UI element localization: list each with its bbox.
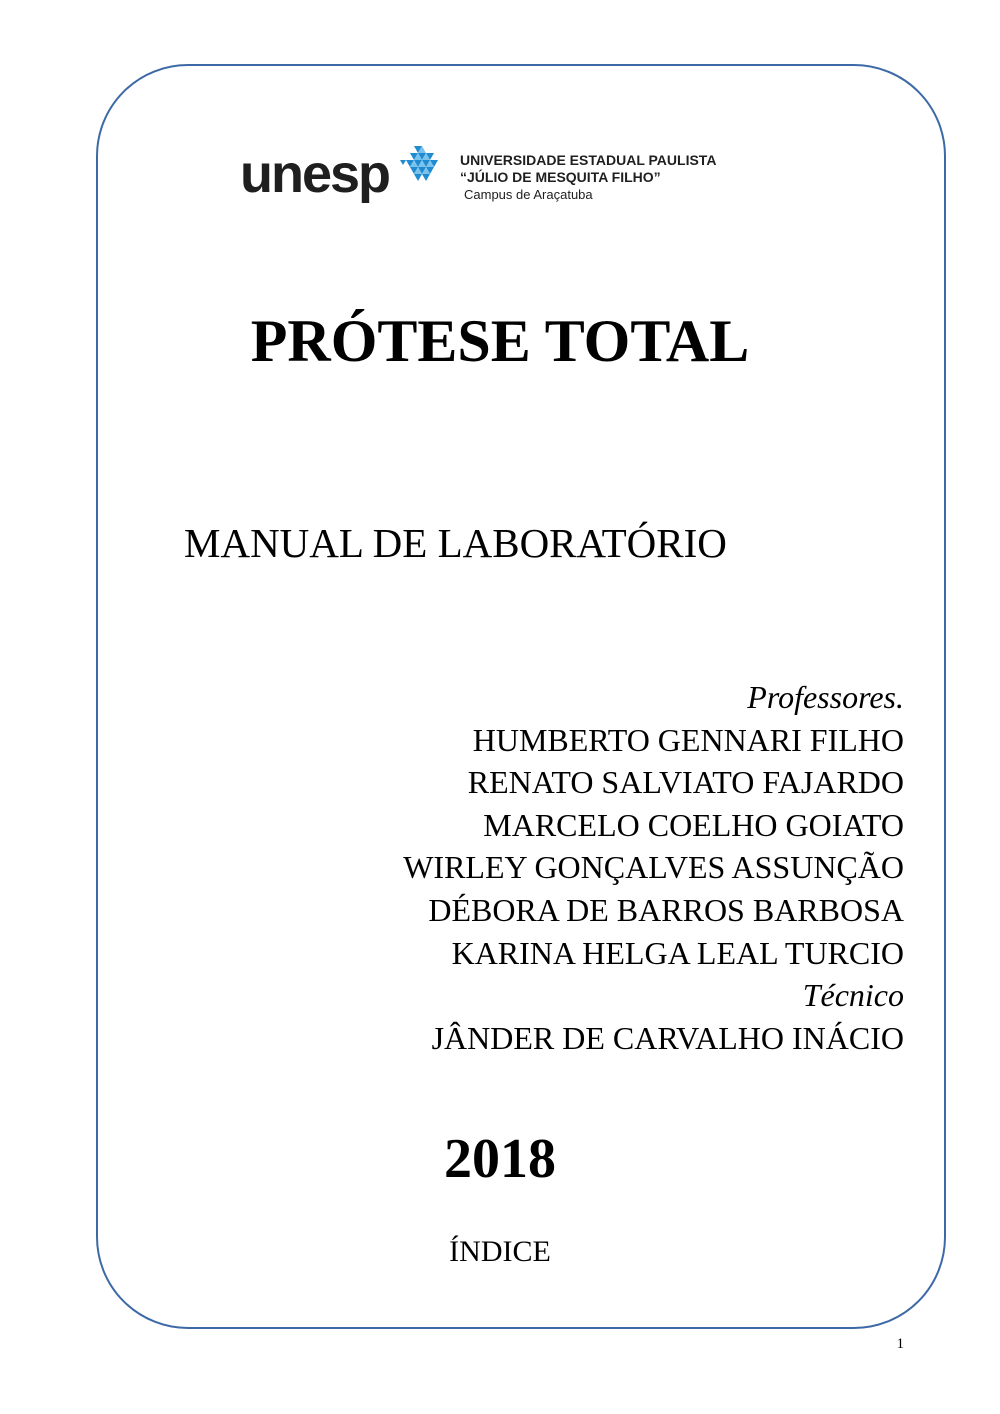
university-name: UNIVERSIDADE ESTADUAL PAULISTA: [460, 152, 717, 168]
professor-name: RENATO SALVIATO FAJARDO: [467, 764, 904, 801]
technician-heading: Técnico: [802, 977, 904, 1014]
professors-heading: Professores.: [747, 679, 904, 715]
professor-name: HUMBERTO GENNARI FILHO: [472, 721, 904, 758]
professor-name: DÉBORA DE BARROS BARBOSA: [428, 891, 904, 928]
publication-year: 2018: [444, 1128, 556, 1190]
university-honoree: “JÚLIO DE MESQUITA FILHO”: [460, 169, 661, 185]
university-logo: [240, 144, 760, 216]
page-number: 1: [896, 1336, 904, 1352]
technician-name: JÂNDER DE CARVALHO INÁCIO: [431, 1019, 904, 1056]
logo-text-block: [460, 152, 716, 203]
index-heading: ÍNDICE: [449, 1235, 551, 1268]
professor-name: WIRLEY GONÇALVES ASSUNÇÃO: [403, 849, 904, 886]
document-title: PRÓTESE TOTAL: [250, 308, 750, 374]
triangle-mosaic-icon: [400, 146, 444, 186]
authors-block: [403, 676, 904, 1059]
document-subtitle: MANUAL DE LABORATÓRIO: [184, 520, 727, 566]
campus-name: Campus de Araçatuba: [464, 187, 593, 202]
professor-name: KARINA HELGA LEAL TURCIO: [451, 934, 904, 971]
logo-wordmark: unesp: [240, 144, 390, 204]
professor-name: MARCELO COELHO GOIATO: [483, 806, 904, 843]
